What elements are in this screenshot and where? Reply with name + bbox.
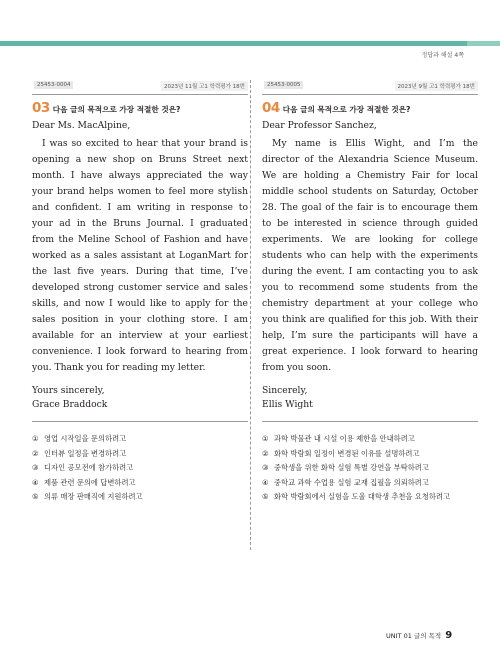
letter-signoff: [262, 384, 478, 412]
options-separator: [32, 421, 248, 422]
answer-page-reference: 정답과 해설 4쪽: [421, 52, 464, 59]
footer-topic: 글의 목적: [413, 632, 442, 640]
question-prompt: 다음 글의 목적으로 가장 적절한 것은?: [282, 105, 411, 114]
question-code: 25453-0005: [264, 81, 303, 89]
page-number: 9: [445, 630, 453, 641]
question-number: 04: [262, 100, 280, 116]
question-source: 2023년 9월 고1 학력평가 18번: [395, 81, 479, 91]
option-text: 화학 박람회 일정이 변경된 이유를 설명하려고: [274, 448, 420, 458]
question-source: 2023년 11월 고1 학력평가 18번: [161, 81, 248, 91]
letter-salutation: Dear Professor Sanchez,: [262, 120, 377, 131]
answer-option[interactable]: [32, 490, 248, 505]
option-number: ⑤: [262, 492, 269, 501]
option-number: ⑤: [32, 492, 39, 501]
answer-option[interactable]: [262, 461, 478, 476]
letter-body: I was so excited to hear that your brand is opening a new shop on Bruns Street next month. I have always appreciated the way your brand helps women to feel more stylish and confident. I am writing in response to your ad in the Bruns Journal. I graduated from the Meline School of Fashion and have worked as a sales assistant at LoganMart for the last five years. During that time, I’ve developed strong customer service and sales skills, and now I would like to apply for the sales position in your clothing store. I am available for an interview at your earliest convenience. I look forward to hearing from you. Thank you for reading my letter.: [32, 138, 248, 373]
question-number: 03: [32, 100, 50, 116]
option-number: ③: [262, 463, 269, 472]
letter-signoff: [32, 384, 248, 412]
option-number: ②: [262, 448, 269, 458]
option-text: 영업 시작일을 문의하려고: [44, 434, 127, 443]
letter-passage: [32, 118, 248, 412]
option-number: ②: [32, 448, 39, 458]
question-04: [262, 80, 478, 505]
option-text: 디자인 공모전에 참가하려고: [44, 463, 134, 472]
answer-option[interactable]: [32, 476, 248, 491]
footer-unit: UNIT 01: [386, 632, 412, 640]
header-accent-bar: [0, 41, 467, 46]
header-accent-bar-end: [467, 41, 500, 46]
option-number: ④: [262, 477, 269, 487]
page-footer: [386, 630, 452, 641]
column-divider: [250, 80, 251, 550]
answer-options: [32, 432, 248, 505]
option-text: 중학생을 위한 화학 실험 특별 강연을 부탁하려고: [274, 463, 429, 472]
option-text: 제품 관련 문의에 답변하려고: [44, 477, 136, 487]
answer-option[interactable]: [32, 432, 248, 447]
letter-closing: Yours sincerely,: [32, 385, 105, 396]
answer-option[interactable]: [262, 447, 478, 462]
letter-signature: Ellis Wight: [262, 399, 313, 410]
option-number: ①: [262, 434, 269, 443]
answer-option[interactable]: [32, 447, 248, 462]
question-code: 25453-0004: [34, 81, 73, 89]
option-number: ③: [32, 463, 39, 472]
option-text: 의류 매장 판매직에 지원하려고: [44, 492, 143, 501]
question-prompt: 다음 글의 목적으로 가장 적절한 것은?: [52, 105, 181, 114]
option-text: 중학교 과학 수업용 실험 교재 집필을 의뢰하려고: [274, 477, 429, 487]
options-separator: [262, 421, 478, 422]
answer-options: [262, 432, 478, 505]
option-number: ①: [32, 434, 39, 443]
letter-passage: [262, 118, 478, 412]
question-03: [32, 80, 248, 505]
question-meta: [32, 80, 248, 95]
letter-salutation: Dear Ms. MacAlpine,: [32, 120, 131, 131]
answer-option[interactable]: [262, 432, 478, 447]
answer-option[interactable]: [262, 476, 478, 491]
letter-closing: Sincerely,: [262, 385, 308, 396]
question-meta: [262, 80, 478, 95]
option-text: 화학 박람회에서 실험을 도울 대학생 추천을 요청하려고: [274, 492, 451, 501]
answer-option[interactable]: [32, 461, 248, 476]
option-number: ④: [32, 477, 39, 487]
option-text: 과학 박물관 내 시설 이용 제한을 안내하려고: [274, 434, 415, 443]
letter-signature: Grace Braddock: [32, 399, 108, 410]
answer-option[interactable]: [262, 490, 478, 505]
option-text: 인터뷰 일정을 변경하려고: [44, 448, 127, 458]
letter-body: My name is Ellis Wight, and I’m the director of the Alexandria Science Museum. We are holding a Chemistry Fair for local middle school students on Saturday, October 28. The goal of the fair is to encourage them to be interested in science through guided experiments. We are looking for college students who can help with the experiments during the event. I am contacting you to ask you to recommend some students from the chemistry department at your college who you think are qualified for this job. With their help, I’m sure the participants will have a great experience. I look forward to hearing from you soon.: [262, 138, 478, 373]
question-header: [32, 100, 248, 115]
question-header: [262, 100, 478, 115]
